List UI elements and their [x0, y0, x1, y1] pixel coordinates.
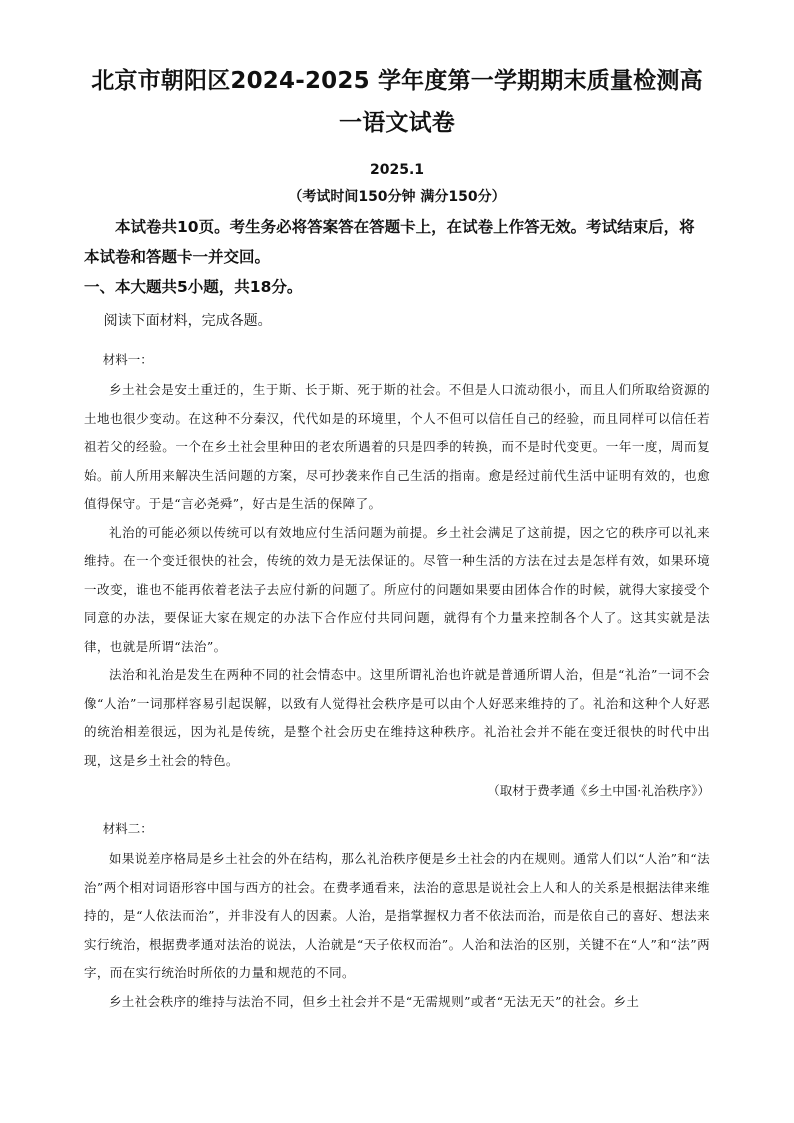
- material-1-source: （取材于费孝通《乡土中国·礼治秩序》）: [487, 783, 710, 798]
- material-2-label: 材料二：: [102, 821, 153, 836]
- material-1-paragraph-3: 法治和礼治是发生在两种不同的社会情态中。这里所谓礼治也许就是普通所谓人治，但是“礼治”一词不会像“人治”一词那样容易引起误解，以致有人觉得社会秩序是可以由个人好恶来维持的了。礼治和这种个人好恶的统治相差很远，因为礼是传统，是整个社会历史在维持这种秩序。礼治社会并不能在变迁很快的时代中出现，这是乡土社会的特色。: [84, 667, 710, 768]
- material-1-label: 材料一：: [102, 352, 153, 367]
- section-instruction: 阅读下面材料，完成各题。: [103, 313, 272, 329]
- exam-notice: 本试卷共10页。考生务必将答案答在答题卡上，在试卷上作答无效。考试结束后，将本试卷和答题卡一并交回。: [84, 218, 695, 266]
- material-1-paragraph-2: 礼治的可能必须以传统可以有效地应付生活问题为前提。乡土社会满足了这前提，因之它的秩序可以礼来维持。在一个变迁很快的社会，传统的效力是无法保证的。尽管一种生活的方法在过去是怎样有效，如果环境一改变，谁也不能再依着老法子去应付新的问题了。所应付的问题如果要由团体合作的时候，就得大家接受个同意的办法，要保证大家在规定的办法下合作应付共同问题，就得有个力量来控制各个人了。这其实就是法律，也就是所谓“法治”。: [84, 524, 710, 654]
- exam-duration: （考试时间150分钟 满分150分）: [288, 189, 506, 205]
- material-1-paragraph-1: 乡土社会是安土重迁的，生于斯、长于斯、死于斯的社会。不但是人口流动很小，而且人们所取给资源的土地也很少变动。在这种不分秦汉，代代如是的环境里，个人不但可以信任自己的经验，而且同样可以信任若祖若父的经验。一个在乡土社会里种田的老农所遇着的只是四季的转换，而不是时代变更。一年一度，周而复始。前人所用来解决生活问题的方案，尽可抄袭来作自己生活的指南。愈是经过前代生活中证明有效的，也愈值得保守。于是“言必尧舜”，好古是生活的保障了。: [84, 382, 710, 511]
- exam-date: 2025.1: [369, 162, 425, 178]
- section-heading: 一、本大题共5小题，共18分。: [84, 278, 303, 296]
- material-2-paragraph-1: 如果说差序格局是乡土社会的外在结构，那么礼治秩序便是乡土社会的内在规则。通常人们以“人治”和“法治”两个相对词语形容中国与西方的社会。在费孝通看来，法治的意思是说社会上人和人的关系是根据法律来维持的，是“人依法而治”，并非没有人的因素。人治，是指掌握权力者不依法而治，而是依自己的喜好、想法来实行统治，根据费孝通对法治的说法，人治就是“天子依权而治”。人治和法治的区别，关键不在“人”和“法”两字，而在实行统治时所依的力量和规范的不同。: [84, 851, 710, 980]
- exam-title: 北京市朝阳区2024-2025 学年度第一学期期末质量检测高一语文试卷: [91, 68, 703, 136]
- material-2-paragraph-2: 乡土社会秩序的维持与法治不同，但乡土社会并不是“无需规则”或者“无法无天”的社会。乡土: [109, 993, 640, 1009]
